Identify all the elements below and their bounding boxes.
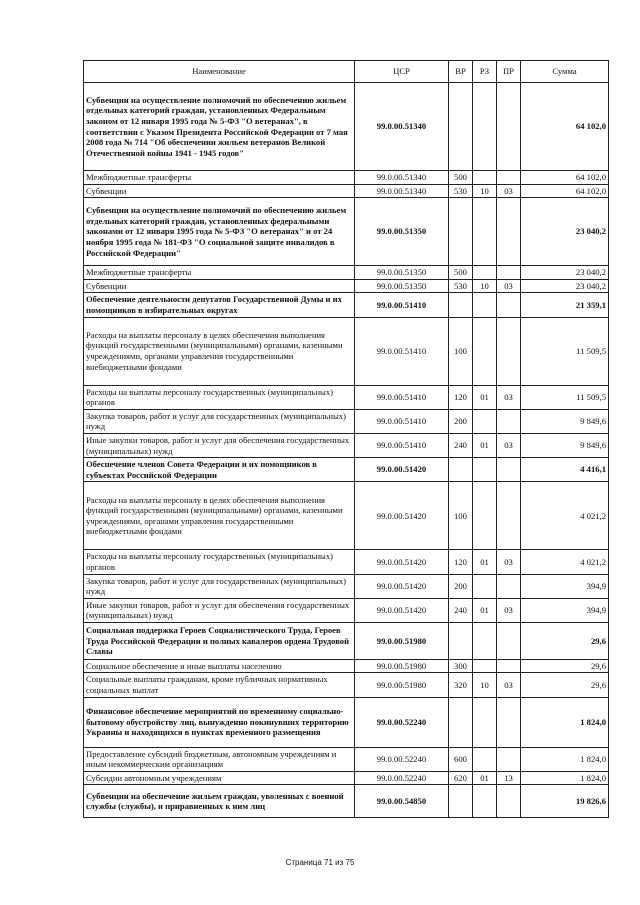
cell-rz: 10 [473,673,497,697]
cell-csr: 99.0.00.51340 [355,83,449,171]
cell-csr: 99.0.00.51350 [355,266,449,280]
cell-rz: 01 [473,771,497,785]
cell-sum: 29,6 [521,659,609,673]
header-name: Наименование [84,61,355,83]
cell-rz [473,293,497,317]
cell-csr: 99.0.00.51420 [355,458,449,482]
cell-csr: 99.0.00.51420 [355,482,449,550]
cell-sum: 9 849,6 [521,409,609,433]
cell-name: Субсидии автономным учреждениям [84,771,355,785]
table-row [84,433,609,457]
table-row [84,574,609,598]
cell-name: Закупка товаров, работ и услуг для государственных (муниципальных) нужд [84,409,355,433]
cell-rz: 10 [473,279,497,293]
table-row [84,171,609,185]
cell-csr: 99.0.00.51410 [355,433,449,457]
cell-csr: 99.0.00.51410 [355,385,449,409]
cell-name: Предоставление субсидий бюджетным, автономным учреждениям и иным некоммерческим организациям [84,747,355,771]
cell-rz: 01 [473,598,497,622]
cell-sum: 9 849,6 [521,433,609,457]
cell-vr [449,198,473,266]
cell-vr [449,458,473,482]
budget-table [83,60,609,818]
cell-pr: 13 [497,771,521,785]
cell-sum: 64 102,0 [521,171,609,185]
cell-vr: 240 [449,433,473,457]
cell-vr: 530 [449,184,473,198]
cell-vr: 100 [449,482,473,550]
cell-pr: 03 [497,673,521,697]
cell-sum: 11 509,5 [521,385,609,409]
table-row [84,771,609,785]
cell-name: Субвенции на обеспечение жильем граждан, уволенных с военной службы (службы), и приравненных к ним лиц [84,785,355,818]
cell-pr [497,659,521,673]
cell-name: Закупка товаров, работ и услуг для государственных (муниципальных) нужд [84,574,355,598]
cell-rz: 01 [473,550,497,574]
cell-csr: 99.0.00.51420 [355,574,449,598]
cell-name: Расходы на выплаты персоналу государственных (муниципальных) органов [84,385,355,409]
cell-vr [449,83,473,171]
cell-vr: 120 [449,385,473,409]
page-number: Страница 71 из 75 [285,858,355,867]
cell-pr [497,574,521,598]
cell-csr: 99.0.00.51420 [355,598,449,622]
cell-pr [497,198,521,266]
cell-vr [449,293,473,317]
cell-vr: 300 [449,659,473,673]
cell-rz [473,198,497,266]
cell-pr [497,317,521,385]
cell-rz [473,266,497,280]
cell-rz [473,747,497,771]
table-row-section [84,785,609,818]
cell-rz [473,317,497,385]
cell-vr: 600 [449,747,473,771]
table-row [84,266,609,280]
cell-rz [473,482,497,550]
cell-sum: 4 021,2 [521,550,609,574]
cell-rz: 10 [473,184,497,198]
table-row [84,673,609,697]
table-row [84,409,609,433]
cell-sum: 19 826,6 [521,785,609,818]
header-sum: Сумма [521,61,609,83]
cell-name: Субвенции на осуществление полномочий по обеспечению жильем отдельных категорий граждан, установленных Федеральным законом от 12 января 1995 года № 5-ФЗ "О ветеранах", в соответствии с Указом Президента Российской Федерации от 7 мая 2008 года № 714 "Об обеспечении жильем ветеранов Великой Отечественной войны 1941 - 1945 годов" [84,83,355,171]
cell-name: Межбюджетные трансферты [84,266,355,280]
cell-sum: 4 416,1 [521,458,609,482]
header-pr: ПР [497,61,521,83]
cell-sum: 11 509,5 [521,317,609,385]
cell-name: Субвенции на осуществление полномочий по обеспечению жильем отдельных категорий граждан, установленных федеральными законами от 12 января 1995 года № 5-ФЗ "О ветеранах" и от 24 ноября 1995 года № 181-ФЗ "О социальной защите инвалидов в Российской Федерации" [84,198,355,266]
cell-sum: 394,9 [521,598,609,622]
cell-csr: 99.0.00.51420 [355,550,449,574]
cell-pr [497,482,521,550]
cell-pr: 03 [497,279,521,293]
cell-pr [497,747,521,771]
cell-pr: 03 [497,433,521,457]
cell-name: Субвенции [84,184,355,198]
cell-csr: 99.0.00.51980 [355,622,449,659]
table-row [84,385,609,409]
cell-csr: 99.0.00.51340 [355,184,449,198]
cell-csr: 99.0.00.52240 [355,771,449,785]
header-csr: ЦСР [355,61,449,83]
cell-csr: 99.0.00.51410 [355,409,449,433]
cell-pr [497,697,521,747]
cell-name: Расходы на выплаты персоналу государственных (муниципальных) органов [84,550,355,574]
cell-vr: 320 [449,673,473,697]
header-row [84,61,609,83]
cell-sum: 23 040,2 [521,266,609,280]
cell-sum: 23 040,2 [521,279,609,293]
cell-pr [497,409,521,433]
cell-csr: 99.0.00.54850 [355,785,449,818]
cell-sum: 64 102,0 [521,184,609,198]
cell-pr [497,785,521,818]
cell-sum: 1 824,0 [521,747,609,771]
cell-pr [497,171,521,185]
cell-name: Социальная поддержка Героев Социалистического Труда, Героев Труда Российской Федерации и полных кавалеров ордена Трудовой Славы [84,622,355,659]
cell-vr: 100 [449,317,473,385]
cell-vr: 120 [449,550,473,574]
table-row-section [84,198,609,266]
cell-sum: 1 824,0 [521,771,609,785]
cell-sum: 21 359,1 [521,293,609,317]
cell-name: Обеспечение членов Совета Федерации и их помощников в субъектах Российской Федерации [84,458,355,482]
cell-sum: 4 021,2 [521,482,609,550]
table-row-section [84,622,609,659]
cell-pr: 03 [497,184,521,198]
cell-sum: 64 102,0 [521,83,609,171]
cell-name: Межбюджетные трансферты [84,171,355,185]
cell-vr: 200 [449,574,473,598]
table-row [84,184,609,198]
cell-sum: 23 040,2 [521,198,609,266]
cell-name: Субвенции [84,279,355,293]
cell-sum: 1 824,0 [521,697,609,747]
cell-pr [497,622,521,659]
cell-vr: 240 [449,598,473,622]
cell-pr [497,293,521,317]
cell-name: Иные закупки товаров, работ и услуг для обеспечения государственных (муниципальных) нужд [84,598,355,622]
cell-pr: 03 [497,385,521,409]
cell-name: Финансовое обеспечение мероприятий по временному социально-бытовому обустройству лиц, вынужденно покинувших территорию Украины и находящихся в пунктах временного размещения [84,697,355,747]
table-row [84,317,609,385]
cell-pr: 03 [497,598,521,622]
cell-vr: 620 [449,771,473,785]
table-row [84,482,609,550]
cell-rz: 01 [473,385,497,409]
cell-rz [473,409,497,433]
cell-csr: 99.0.00.51980 [355,673,449,697]
cell-vr: 200 [449,409,473,433]
cell-vr: 500 [449,171,473,185]
cell-csr: 99.0.00.51410 [355,293,449,317]
cell-rz [473,785,497,818]
cell-sum: 29,6 [521,622,609,659]
header-vr: ВР [449,61,473,83]
header-rz: РЗ [473,61,497,83]
table-row [84,279,609,293]
cell-name: Обеспечение деятельности депутатов Государственной Думы и их помощников в избирательных округах [84,293,355,317]
cell-vr [449,785,473,818]
cell-vr [449,622,473,659]
cell-vr: 500 [449,266,473,280]
table-row [84,659,609,673]
cell-vr: 530 [449,279,473,293]
cell-rz [473,622,497,659]
cell-pr [497,458,521,482]
cell-rz [473,83,497,171]
table-row-section [84,293,609,317]
cell-csr: 99.0.00.52240 [355,747,449,771]
cell-name: Социальные выплаты гражданам, кроме публичных нормативных социальных выплат [84,673,355,697]
cell-pr [497,266,521,280]
cell-sum: 29,6 [521,673,609,697]
cell-csr: 99.0.00.51980 [355,659,449,673]
cell-rz [473,171,497,185]
cell-rz [473,659,497,673]
cell-csr: 99.0.00.51350 [355,198,449,266]
cell-csr: 99.0.00.51410 [355,317,449,385]
table-row-section [84,83,609,171]
cell-rz [473,458,497,482]
cell-rz [473,574,497,598]
cell-rz: 01 [473,433,497,457]
cell-sum: 394,9 [521,574,609,598]
table-row [84,598,609,622]
table-row-section [84,697,609,747]
cell-name: Социальное обеспечение и иные выплаты населению [84,659,355,673]
cell-vr [449,697,473,747]
cell-csr: 99.0.00.52240 [355,697,449,747]
cell-name: Расходы на выплаты персоналу в целях обеспечения выполнения функций государственными (муниципальными) органами, казенными учреждениями, органами управления государственными внебюджетными фондами [84,317,355,385]
table-row [84,550,609,574]
table-row-section [84,458,609,482]
cell-name: Иные закупки товаров, работ и услуг для обеспечения государственных (муниципальных) нужд [84,433,355,457]
cell-name: Расходы на выплаты персоналу в целях обеспечения выполнения функций государственными (муниципальными) органами, казенными учреждениями, органами управления государственными внебюджетными фондами [84,482,355,550]
table-row [84,747,609,771]
cell-rz [473,697,497,747]
cell-pr: 03 [497,550,521,574]
cell-csr: 99.0.00.51350 [355,279,449,293]
cell-csr: 99.0.00.51340 [355,171,449,185]
cell-pr [497,83,521,171]
